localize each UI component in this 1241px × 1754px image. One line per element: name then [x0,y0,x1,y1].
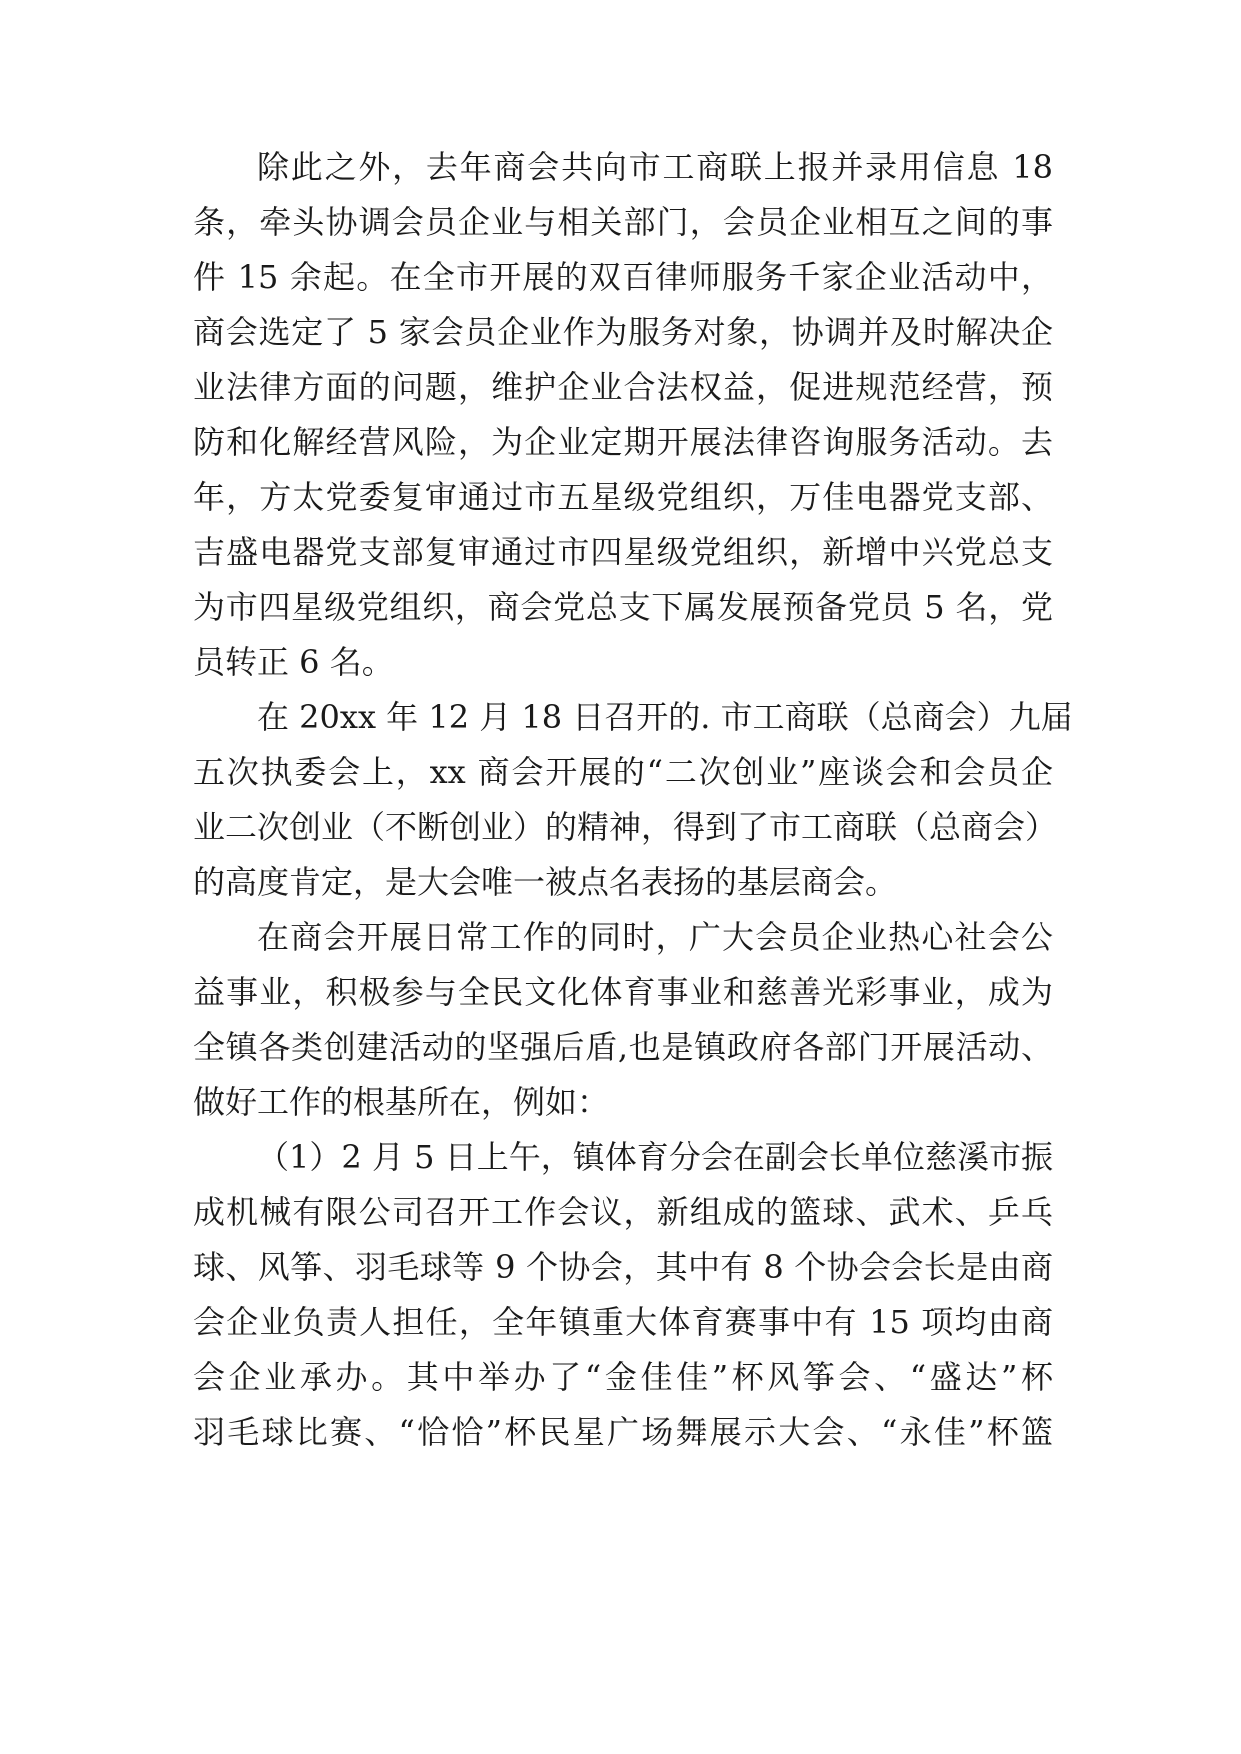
text-line: 业法律方面的问题，维护企业合法权益，促进规范经营，预 [193,368,1053,406]
text-line: （1）2 月 5 日上午，镇体育分会在副会长单位慈溪市振 [257,1138,1053,1176]
text-line: 在 20xx 年 12 月 18 日召开的. 市工商联（总商会）九届 [257,698,1073,736]
text-line: 业二次创业（不断创业）的精神，得到了市工商联（总商会） [193,808,1058,846]
text-line: 在商会开展日常工作的同时，广大会员企业热心社会公 [257,918,1053,956]
text-line: 除此之外，去年商会共向市工商联上报并录用信息 18 [257,148,1053,186]
text-line: 员转正 6 名。 [193,643,394,681]
text-line: 为市四星级党组织，商会党总支下属发展预备党员 5 名，党 [193,588,1053,626]
text-line: 年，方太党委复审通过市五星级党组织，万佳电器党支部、 [193,478,1053,516]
text-line: 条，牵头协调会员企业与相关部门，会员企业相互之间的事 [193,203,1053,241]
text-line: 成机械有限公司召开工作会议，新组成的篮球、武术、乒乓 [193,1193,1053,1231]
text-line: 全镇各类创建活动的坚强后盾,也是镇政府各部门开展活动、 [193,1028,1053,1066]
text-line: 件 15 余起。在全市开展的双百律师服务千家企业活动中， [193,258,1053,296]
text-line: 做好工作的根基所在，例如： [193,1083,610,1121]
text-line: 会企业负责人担任，全年镇重大体育赛事中有 15 项均由商 [193,1303,1053,1341]
text-line: 五次执委会上，xx 商会开展的“二次创业”座谈会和会员企 [193,753,1053,791]
text-line: 的高度肯定，是大会唯一被点名表扬的基层商会。 [193,863,898,901]
text-line: 益事业，积极参与全民文化体育事业和慈善光彩事业，成为 [193,973,1053,1011]
text-line: 羽毛球比赛、“恰恰”杯民星广场舞展示大会、“永佳”杯篮 [193,1413,1053,1451]
text-line: 会企业承办。其中举办了“金佳佳”杯风筝会、“盛达”杯 [193,1358,1053,1396]
text-line: 防和化解经营风险，为企业定期开展法律咨询服务活动。去 [193,423,1053,461]
text-line: 商会选定了 5 家会员企业作为服务对象，协调并及时解决企 [193,313,1053,351]
text-line: 吉盛电器党支部复审通过市四星级党组织，新增中兴党总支 [193,533,1053,571]
text-line: 球、风筝、羽毛球等 9 个协会，其中有 8 个协会会长是由商 [193,1248,1053,1286]
